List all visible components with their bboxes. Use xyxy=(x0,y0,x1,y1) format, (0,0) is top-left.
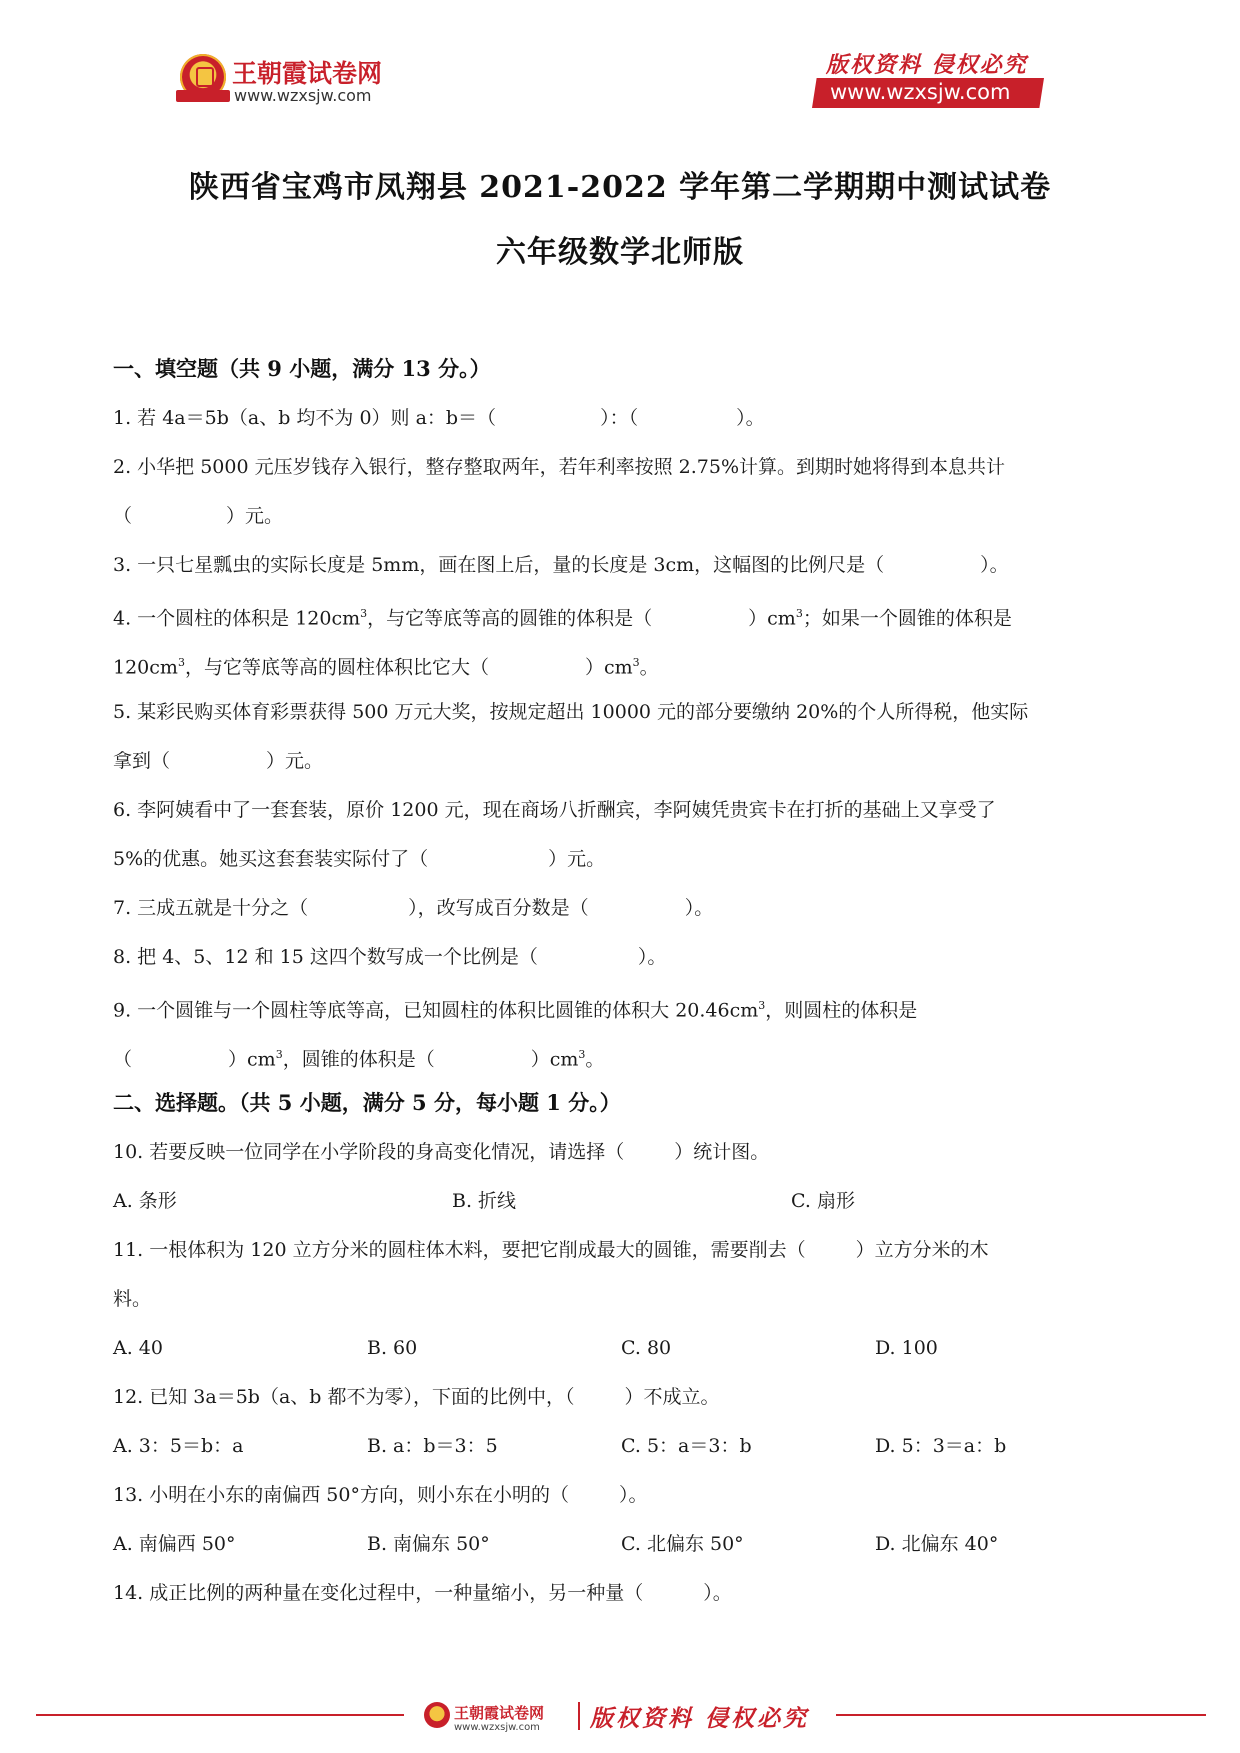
question-11: 11. 一根体积为 120 立方分米的圆柱体木料，要把它削成最大的圆锥，需要削去（ ）立方分米的木 xyxy=(113,1239,989,1261)
question-11-cont: 料。 xyxy=(113,1288,152,1310)
q11-option-c: C. 80 xyxy=(621,1337,672,1359)
question-9-cont: （ ）$cm^3$，圆锥的体积是（ ）$cm^3$。 xyxy=(113,1048,605,1071)
question-7: 7. 三成五就是十分之（ ），改写成百分数是（ ）。 xyxy=(113,897,714,919)
footer-divider xyxy=(578,1702,580,1730)
copyright-text: 版权资料 侵权必究 xyxy=(826,52,1028,78)
footer-rule-left xyxy=(36,1714,404,1716)
footer-logo-url: www.wzxsjw.com xyxy=(454,1722,540,1733)
question-3: 3. 一只七星瓢虫的实际长度是 5mm，画在图上后，量的长度是 3cm，这幅图的比例尺是（ ）。 xyxy=(113,554,1009,576)
footer-copyright: 版权资料 侵权必究 xyxy=(590,1705,810,1732)
footer-logo-name: 王朝霞试卷网 xyxy=(454,1704,545,1722)
q12-option-c: C. 5：a＝3：b xyxy=(621,1435,752,1457)
copyright-banner xyxy=(812,48,1052,114)
q10-option-b: B. 折线 xyxy=(452,1190,517,1212)
page-subtitle: 六年级数学北师版 xyxy=(496,235,744,270)
footer-logo xyxy=(424,1700,584,1740)
section-heading-multiple-choice: 二、选择题。（共 5 小题，满分 5 分，每小题 1 分。） xyxy=(113,1090,621,1115)
q10-option-c: C. 扇形 xyxy=(791,1190,855,1212)
question-4-cont: $120cm^3$，与它等底等高的圆柱体积比它大（ ）$cm^3$。 xyxy=(113,656,659,679)
q13-option-a: A. 南偏西 50° xyxy=(113,1533,236,1555)
question-5: 5. 某彩民购买体育彩票获得 500 万元大奖，按规定超出 10000 元的部分要缴纳 20%的个人所得税，他实际 xyxy=(113,701,1029,723)
q13-option-d: D. 北偏东 40° xyxy=(875,1533,999,1555)
page-title: 陕西省宝鸡市凤翔县 2021-2022 学年第二学期期中测试试卷 xyxy=(188,170,1052,205)
question-6-cont: 5%的优惠。她买这套套装实际付了（ ）元。 xyxy=(113,848,606,870)
question-14: 14. 成正比例的两种量在变化过程中，一种量缩小，另一种量（ ）。 xyxy=(113,1582,732,1604)
section-heading-fill-in: 一、填空题（共 9 小题，满分 13 分。） xyxy=(113,356,491,381)
question-2: 2. 小华把 5000 元压岁钱存入银行，整存整取两年，若年利率按照 2.75%计算。到期时她将得到本息共计 xyxy=(113,456,1006,478)
question-5-cont: 拿到（ ）元。 xyxy=(113,750,324,772)
copyright-url: www.wzxsjw.com xyxy=(830,80,1011,104)
site-logo xyxy=(180,50,410,114)
logo-name: 王朝霞试卷网 xyxy=(232,59,383,88)
q10-option-a: A. 条形 xyxy=(113,1190,177,1212)
q11-option-b: B. 60 xyxy=(367,1337,418,1359)
q12-option-b: B. a：b＝3：5 xyxy=(367,1435,498,1457)
question-6: 6. 李阿姨看中了一套套装，原价 1200 元，现在商场八折酬宾，李阿姨凭贵宾卡在打折的基础上又享受了 xyxy=(113,799,996,821)
question-13: 13. 小明在小东的南偏西 50°方向，则小东在小明的（ ）。 xyxy=(113,1484,648,1506)
question-10: 10. 若要反映一位同学在小学阶段的身高变化情况，请选择（ ）统计图。 xyxy=(113,1141,770,1163)
logo-url: www.wzxsjw.com xyxy=(234,86,372,105)
question-8: 8. 把 4、5、12 和 15 这四个数写成一个比例是（ ）。 xyxy=(113,946,667,968)
q13-option-c: C. 北偏东 50° xyxy=(621,1533,744,1555)
question-12: 12. 已知 3a＝5b（a、b 都不为零），下面的比例中，（ ）不成立。 xyxy=(113,1386,720,1408)
question-9: 9. 一个圆锥与一个圆柱等底等高，已知圆柱的体积比圆锥的体积大 $20.46cm^3$，则圆柱的体积是 xyxy=(113,999,918,1022)
question-4: 4. 一个圆柱的体积是 $120cm^3$，与它等底等高的圆锥的体积是（ ）$cm^3$；如果一个圆锥的体积是 xyxy=(113,607,1012,630)
q13-option-b: B. 南偏东 50° xyxy=(367,1533,490,1555)
q12-option-d: D. 5：3＝a：b xyxy=(875,1435,1007,1457)
question-1: 1. 若 4a＝5b（a、b 均不为 0）则 a：b＝（ ）：（ ）。 xyxy=(113,407,765,429)
q11-option-a: A. 40 xyxy=(113,1337,163,1359)
ribbon-icon xyxy=(176,90,230,102)
footer-rule-right xyxy=(836,1714,1206,1716)
seal-icon xyxy=(424,1702,450,1728)
q11-option-d: D. 100 xyxy=(875,1337,938,1359)
question-2-cont: （ ）元。 xyxy=(113,505,284,527)
q12-option-a: A. 3：5＝b：a xyxy=(113,1435,244,1457)
